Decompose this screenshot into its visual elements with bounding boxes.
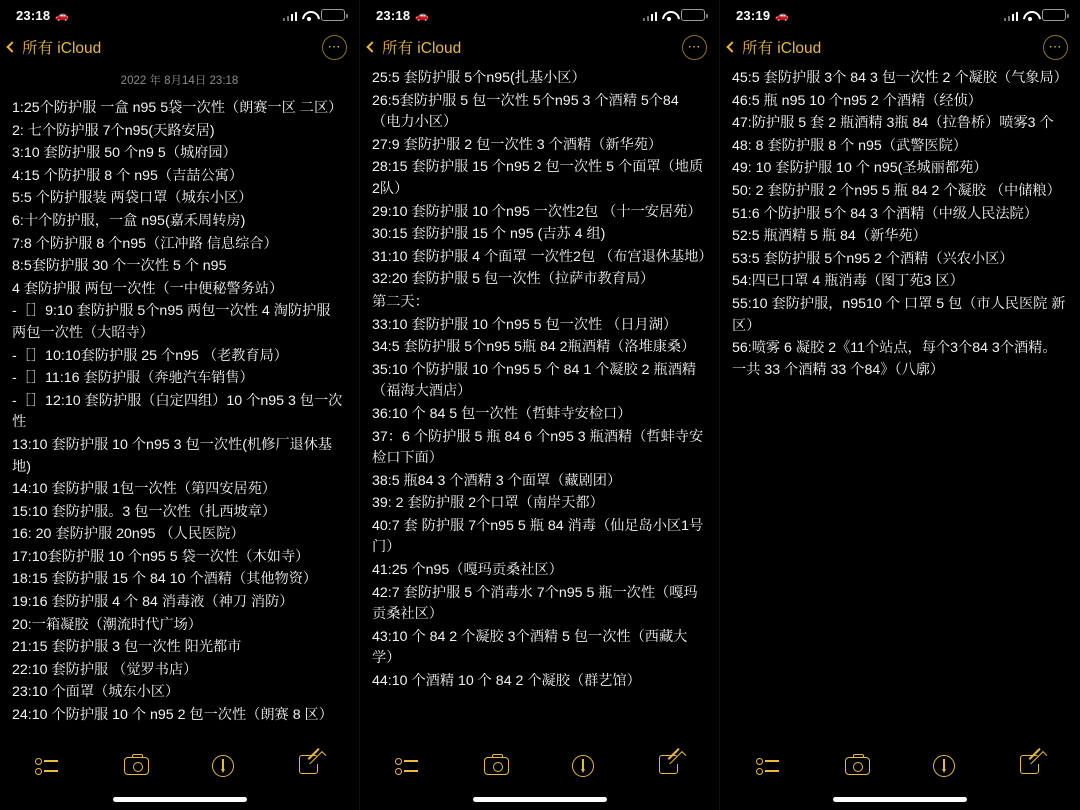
note-line: 20:一箱凝胶（潮流时代广场）	[12, 616, 202, 633]
cellular-signal-icon	[643, 11, 658, 21]
note-line: 21:15 套防护服 3 包一次性 阳光都市	[12, 639, 242, 656]
note-line: 48: 8 套防护服 8 个 n95（武警医院）	[732, 137, 967, 154]
note-line: 24:10 个防护服 10 个 n95 2 包一次性（朗赛 8 区）	[12, 707, 333, 724]
camera-icon[interactable]	[837, 749, 877, 779]
car-icon: 🚗	[775, 9, 789, 22]
note-line: 56:喷雾 6 凝胶 2《11个站点，每个3个84 3个酒精。一共 33 个酒精 33 个84》（八廓）	[732, 340, 1057, 378]
chevron-left-icon	[366, 41, 377, 52]
note-line: 38:5 瓶84 3 个酒精 3 个面罩（藏剧团）	[372, 472, 622, 489]
home-indicator[interactable]	[833, 797, 967, 802]
note-line: 26:5套防护服 5 包一次性 5个n95 3 个酒精 5个84 （电力小区）	[372, 92, 683, 131]
note-line: 34:5 套防护服 5个n95 5瓶 84 2瓶酒精（洛堆康桑）	[372, 339, 696, 356]
note-line: 31:10 套防护服 4 个面罩 一次性2包 （布宫退休基地）	[372, 248, 713, 265]
back-label: 所有 iCloud	[382, 40, 462, 57]
more-ellipsis-icon[interactable]: ⋯	[322, 35, 347, 60]
note-line: -［］12:10 套防护服（白定四组）10 个n95 3 包一次性	[12, 392, 343, 431]
battery-icon	[321, 9, 345, 21]
chevron-left-icon	[6, 41, 17, 52]
note-line: 54:四已口罩 4 瓶消毒（图丁苑3 区）	[732, 273, 964, 290]
back-button[interactable]	[368, 36, 461, 58]
cellular-signal-icon	[283, 11, 298, 21]
status-indicators	[283, 9, 346, 21]
note-line: 42:7 套防护服 5 个消毒水 7个n95 5 瓶一次性（嘎玛贡桑社区）	[372, 584, 698, 623]
note-line: 8:5套防护服 30 个一次性 5 个 n95	[12, 258, 227, 275]
note-line: 25:5 套防护服 5个n95(扎基小区）	[372, 70, 586, 86]
note-line: 3:10 套防护服 50 个n9 5（城府园）	[12, 145, 237, 162]
note-line: 33:10 套防护服 10 个n95 5 包一次性 （日月湖）	[372, 316, 678, 333]
note-line: 46:5 瓶 n95 10 个n95 2 个酒精（经侦）	[732, 92, 982, 109]
note-toolbar	[720, 740, 1080, 788]
note-line: 44:10 个酒精 10 个 84 2 个凝胶（群艺馆）	[372, 673, 641, 690]
markup-pen-icon[interactable]	[563, 749, 603, 779]
note-line: 37：6 个防护服 5 瓶 84 6 个n95 3 瓶酒精（哲蚌寺安检口下面）	[372, 428, 704, 467]
note-line: 22:10 套防护服 （觉罗书店）	[12, 661, 198, 678]
note-line: 19:16 套防护服 4 个 84 消毒液（神刀 消防）	[12, 594, 294, 611]
home-indicator[interactable]	[113, 797, 247, 802]
nav-bar	[720, 30, 1080, 64]
note-line: 1:25个防护服 一盒 n95 5袋一次性（朗赛一区 二区）	[12, 100, 343, 116]
home-indicator[interactable]	[473, 797, 607, 802]
note-line: -［］11:16 套防护服（奔驰汽车销售）	[12, 370, 254, 387]
note-line: 7:8 个防护服 8 个n95（江冲路 信息综合）	[12, 235, 278, 252]
back-button[interactable]	[8, 36, 101, 58]
note-line: 35:10 个防护服 10 个n95 5 个 84 1 个凝胶 2 瓶酒精（福海大酒店）	[372, 361, 697, 400]
status-bar	[360, 0, 719, 30]
checklist-icon[interactable]	[29, 749, 69, 779]
note-body[interactable]	[360, 64, 719, 740]
nav-bar	[0, 30, 359, 64]
back-label: 所有 iCloud	[22, 40, 102, 57]
status-time: 23:18	[16, 7, 51, 23]
note-line: 41:25 个n95（嘎玛贡桑社区）	[372, 562, 563, 579]
status-bar	[720, 0, 1080, 30]
nav-bar	[360, 30, 719, 64]
note-line: 2: 七个防护服 7个n95(天路安居)	[12, 122, 215, 139]
note-line: 4 套防护服 两包一次性（一中便秘警务站）	[12, 280, 284, 297]
note-timestamp: 2022 年 8月14日 23:18	[120, 75, 239, 87]
note-body[interactable]	[720, 64, 1080, 740]
wifi-icon	[1023, 10, 1037, 21]
camera-icon[interactable]	[476, 749, 516, 779]
checklist-icon[interactable]	[389, 749, 429, 779]
camera-icon[interactable]	[116, 749, 156, 779]
battery-icon	[1042, 9, 1066, 21]
note-line: 55:10 套防护服，n9510 个 口罩 5 包（市人民医院 新区）	[732, 295, 1066, 334]
note-body[interactable]	[0, 64, 359, 740]
markup-pen-icon[interactable]	[924, 749, 964, 779]
cellular-signal-icon	[1004, 11, 1019, 21]
note-line: 43:10 个 84 2 个凝胶 3个酒精 5 包一次性（西藏大学）	[372, 628, 688, 667]
chevron-left-icon	[726, 41, 737, 52]
note-line: 30:15 套防护服 15 个 n95 (吉苏 4 组)	[372, 226, 606, 243]
note-line: 4:15 个防护服 8 个 n95（吉喆公寓）	[12, 167, 244, 184]
back-button[interactable]	[728, 36, 821, 58]
note-toolbar	[0, 740, 359, 788]
status-indicators	[643, 9, 706, 21]
note-line: -［］9:10 套防护服 5个n95 两包一次性 4 淘防护服 两包一次性（大昭寺）	[12, 303, 335, 341]
note-line: 28:15 套防护服 15 个n95 2 包一次性 5 个面罩（地质2队）	[372, 159, 704, 197]
car-icon: 🚗	[55, 9, 69, 22]
status-time: 23:19	[736, 7, 771, 23]
note-line: 32:20 套防护服 5 包一次性（拉萨市教育局）	[372, 271, 655, 288]
note-line: 17:10套防护服 10 个n95 5 袋一次性（木如寺）	[12, 548, 310, 565]
note-line: 6:十个防护服，一盒 n95(嘉禾周转房)	[12, 212, 246, 229]
notes-screen-2	[360, 0, 720, 810]
note-line: -［］10:10套防护服 25 个n95 （老教育局）	[12, 347, 288, 364]
more-ellipsis-icon[interactable]: ⋯	[682, 35, 707, 60]
status-bar	[0, 0, 359, 30]
compose-icon[interactable]	[650, 749, 690, 779]
status-time: 23:18	[376, 7, 411, 23]
notes-screen-3	[720, 0, 1080, 810]
home-indicator-area	[360, 788, 719, 810]
notes-screen-1	[0, 0, 360, 810]
home-indicator-area	[0, 788, 359, 810]
note-line: 49: 10 套防护服 10 个 n95(圣城丽都苑）	[732, 160, 988, 177]
compose-icon[interactable]	[1011, 749, 1051, 779]
compose-icon[interactable]	[290, 749, 330, 779]
note-line: 27:9 套防护服 2 包一次性 3 个酒精（新华苑）	[372, 136, 663, 153]
car-icon: 🚗	[415, 9, 429, 22]
note-line: 51:6 个防护服 5个 84 3 个酒精（中级人民法院）	[732, 205, 1038, 222]
note-line: 53:5 套防护服 5个n95 2 个酒精（兴农小区）	[732, 250, 1014, 267]
battery-icon	[681, 9, 705, 21]
note-line: 18:15 套防护服 15 个 84 10 个酒精（其他物资）	[12, 571, 318, 588]
note-line: 47:防护服 5 套 2 瓶酒精 3瓶 84（拉鲁桥）喷雾3 个	[732, 115, 1054, 132]
status-indicators	[1004, 9, 1067, 21]
note-line: 36:10 个 84 5 包一次性（哲蚌寺安检口）	[372, 405, 632, 422]
note-line: 15:10 套防护服。3 包一次性（扎西坡章）	[12, 503, 277, 520]
note-line: 52:5 瓶酒精 5 瓶 84（新华苑）	[732, 228, 927, 245]
note-line: 40:7 套 防护服 7个n95 5 瓶 84 消毒（仙足岛小区1号门）	[372, 517, 704, 556]
wifi-icon	[302, 10, 316, 21]
note-line: 16: 20 套防护服 20n95 （人民医院）	[12, 526, 245, 543]
note-toolbar	[360, 740, 719, 788]
note-line: 50: 2 套防护服 2 个n95 5 瓶 84 2 个凝胶 （中储粮）	[732, 182, 1061, 199]
note-line: 39: 2 套防护服 2个口罩（南岸天都）	[372, 495, 604, 512]
markup-pen-icon[interactable]	[203, 749, 243, 779]
note-line: 第二天：	[372, 293, 429, 310]
more-ellipsis-icon[interactable]: ⋯	[1043, 35, 1068, 60]
note-line: 13:10 套防护服 10 个n95 3 包一次性(机修厂退休基地)	[12, 436, 333, 475]
note-line: 29:10 套防护服 10 个n95 一次性2包 （十一安居苑）	[372, 203, 702, 220]
note-line: 14:10 套防护服 1包一次性（第四安居苑）	[12, 481, 277, 498]
home-indicator-area	[720, 788, 1080, 810]
note-line: 45:5 套防护服 3个 84 3 包一次性 2 个凝胶（气象局）	[732, 70, 1068, 86]
note-line: 23:10 个面罩（城东小区）	[12, 684, 180, 701]
note-line: 5:5 个防护服装 两袋口罩（城东小区）	[12, 190, 253, 207]
back-label: 所有 iCloud	[742, 40, 822, 57]
wifi-icon	[662, 10, 676, 21]
checklist-icon[interactable]	[750, 749, 790, 779]
